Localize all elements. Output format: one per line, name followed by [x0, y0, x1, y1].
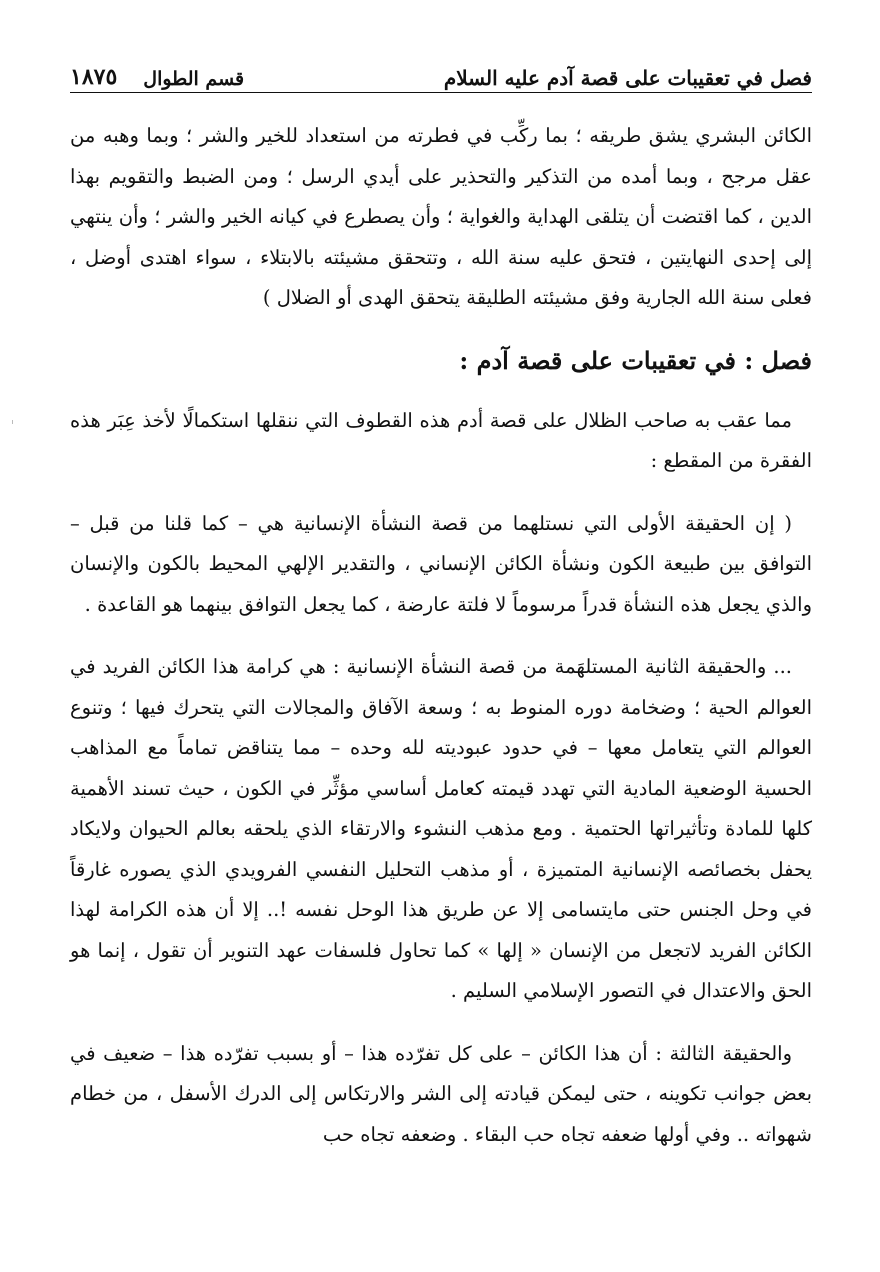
section-label: قسم الطوال: [143, 68, 245, 90]
header-divider: [70, 92, 812, 93]
header-meta: [70, 64, 244, 90]
page-number: ١٨٧٥: [70, 64, 118, 90]
paragraph-third-truth: والحقيقة الثالثة : أن هذا الكائن – على كل تفرّده هذا – أو بسبب تفرّده هذا – ضعيف في بعض جوانب تكوينه ، حتى ليمكن قيادته إلى الشر والارتكاس إلى الدرك الأسفل ، من خطام شهواته .. وفي أولها ضعفه تجاه حب البقاء . وضعفه تجاه حب: [70, 1041, 812, 1146]
body-text: [70, 116, 812, 1177]
paragraph-second-truth: ... والحقيقة الثانية المستلهَمة من قصة النشأة الإنسانية : هي كرامة هذا الكائن الفريد في العوالم الحية ؛ وضخامة دوره المنوط به ؛ وسعة الآفاق والمجالات التي يتحرك فيها ؛ وتنوع العوالم التي يتعامل معها – في حدود عبوديته لله وحده – مما يتناقض تماماً مع المذاهب الحسية الوضعية المادية التي تهدد قيمته كعامل أساسي مؤثِّر في الكون ، حيث تسند الأهمية كلها للمادة وتأثيراتها الحتمية . ومع مذهب النشوء والارتقاء الذي يلحقه بعالم الحيوان ولايكاد يحفل بخصائصه الإنسانية المتميزة ، أو مذهب التحليل النفسي الفرويدي الذي يصوره غارقاً في وحل الجنس حتى مايتسامى إلا عن طريق هذا الوحل نفسه !.. إلا أن هذه الكرامة لهذا الكائن الفريد لاتجعل من الإنسان « إلها » كما تحاول فلسفات عهد التنوير أن تقول ، إنما هو الحق والاعتدال في التصور الإسلامي السليم .: [70, 655, 812, 1002]
paragraph-intro: مما عقب به صاحب الظلال على قصة أدم هذه القطوف التي ننقلها استكمالًا لأخذ عِبَر هذه الفقرة من المقطع :: [70, 408, 812, 472]
chapter-title: فصل في تعقيبات على قصة آدم عليه السلام: [443, 66, 812, 90]
paragraph-first-truth: ( إن الحقيقة الأولى التي نستلهما من قصة النشأة الإنسانية هي – كما قلنا من قبل – التوافق بين طبيعة الكون ونشأة الكائن الإنساني ، والتقدير الإلهي المحيط بالكون والإنسان والذي يجعل هذه النشأة قدراً مرسوماً لا فلتة عارضة ، كما يجعل التوافق بينهما هو القاعدة .: [70, 511, 812, 616]
paragraph-continuation: الكائن البشري يشق طريقه ؛ بما ركِّب في فطرته من استعداد للخير والشر ؛ وبما وهبه من عقل مرجح ، وبما أمده من التذكير والتحذير على أيدي الرسل ؛ ومن الضبط والتقويم بهذا الدين ، كما اقتضت أن يتلقى الهداية والغواية ؛ وأن يصطرع في كيانه الخير والشر ؛ وأن ينتهي إلى إحدى النهايتين ، فتحق عليه سنة الله ، وتتحقق مشيئته بالابتلاء ، سواء اهتدى أوضل ، فعلى سنة الله الجارية وفق مشيئته الطليقة يتحقق الهدى أو الضلال ): [70, 124, 812, 309]
section-heading: فصل : في تعقيبات على قصة آدم :: [459, 345, 812, 375]
margin-mark: [12, 420, 13, 424]
running-header: [70, 56, 812, 90]
